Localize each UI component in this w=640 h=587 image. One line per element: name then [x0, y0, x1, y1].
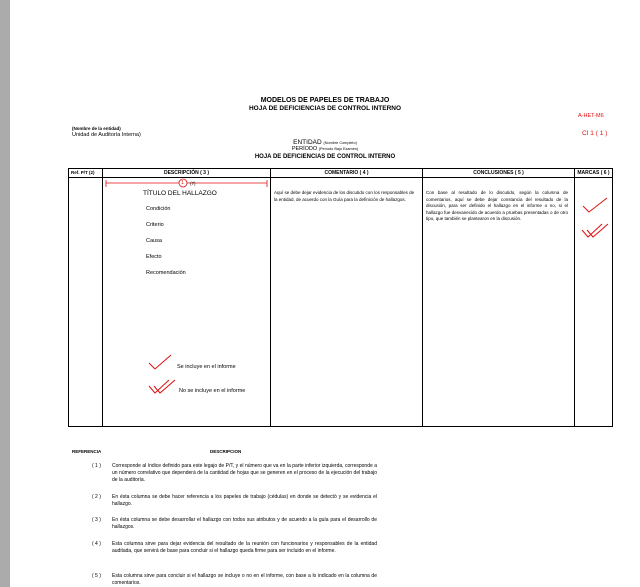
check-icon — [581, 196, 609, 214]
ref-cell — [69, 178, 103, 427]
deficiency-table — [68, 168, 613, 427]
attribute-causa: Causa — [146, 238, 162, 244]
circle-note: (7) — [190, 181, 196, 186]
unit-label: Unidad de Auditoría Interna) — [72, 132, 141, 138]
legend-included: Se incluye en el informe — [177, 364, 236, 370]
col-desc-header: DESCRIPCIÓN ( 3 ) — [103, 169, 271, 178]
ref-num-4: ( 4 ) — [92, 541, 101, 547]
col-marks-header: MARCAS ( 6 ) — [575, 169, 613, 178]
double-check-icon — [147, 378, 177, 396]
table-body-row — [69, 178, 613, 427]
ref-text-5: Esta columna sirve para concluir si el hallazgo se incluye o no en el informe, con base a lo indicado en la columna de comentarios. — [112, 573, 377, 586]
attribute-condicion: Condición — [146, 206, 171, 212]
attribute-criterio: Criterio — [146, 222, 164, 228]
col-conclusion-header: CONCLUSIONES ( 5 ) — [423, 169, 575, 178]
ref-num-1: ( 1 ) — [92, 463, 101, 469]
period-heading-note: (Período Bajo Examen) — [318, 147, 359, 151]
comment-text: Aquí se debe dejar evidencia de los discutido con los responsables de la entidad, de acuerdo con la Guía para la definición de hallazgos. — [274, 190, 415, 202]
entity-heading-note: (Nombre Completo) — [323, 141, 357, 145]
table-header-row — [69, 169, 613, 178]
ref-num-2: ( 2 ) — [92, 494, 101, 500]
ref-text-3: En ésta columna se debe desarrollar el hallazgo con todos sus atributos y de acuerdo a la guía para el desarrollo de hallazgos. — [112, 517, 377, 530]
references-desc-title: DESCRIPCION — [210, 449, 242, 454]
sheet-heading: HOJA DE DEFICIENCIAS DE CONTROL INTERNO — [254, 154, 396, 160]
desc-cell — [103, 178, 271, 427]
document-page — [10, 0, 640, 587]
document-title: MODELOS DE PAPELES DE TRABAJO — [260, 97, 390, 104]
entity-heading-text: ENTIDAD — [293, 139, 322, 146]
ref-num-3: ( 3 ) — [92, 517, 101, 523]
marks-cell — [575, 178, 613, 427]
col-comment-header: COMENTARIO ( 4 ) — [271, 169, 423, 178]
ref-text-1: Corresponde al índice definido para este legajo de P/T, y el número que va en la parte inferior izquierda, corresponde a un número correlativo que dependerá de la cantidad de hojas que se generen en el proceso de la ejecución del trabajo de la auditoría. — [112, 463, 377, 483]
attribute-recomendacion: Recomendación — [146, 270, 186, 276]
ref-text-4: Esta columna sirve para dejar evidencia del resultado de la reunión con funcionarios y responsables de la entidad auditada, que servirá de base para concluir si el hallazgo queda firme para ser incluido en el informe. — [112, 541, 377, 554]
conclusion-cell — [423, 178, 575, 427]
circle-number: 1 — [181, 180, 184, 186]
ref-num-5: ( 5 ) — [92, 573, 101, 579]
conclusion-text: Con base al resultado de lo discutido, según la columna de comentarios, aquí se debe dejar constancia del resultado de la discusión, para ser definido el hallazgo en el informe o no, si el hallazgo fue desvanecido de acuerdo a pruebas presentadas o de otro tipo, que también se plantearon en la discusión. — [426, 190, 568, 222]
check-icon — [147, 353, 173, 371]
double-check-icon — [580, 222, 610, 240]
ref-text-2: En ésta columna se debe hacer referencia a los papeles de trabajo (cédulas) en donde se detectó y se evidencia el hallazgo. — [112, 494, 377, 507]
entity-heading — [10, 139, 640, 146]
legend-not-included: No se incluye en el informe — [179, 388, 246, 394]
references-title: REFERENCIA — [72, 449, 102, 454]
page-reference: CI 1 ( 1 ) — [582, 130, 608, 137]
document-code: A-HET-M6 — [578, 113, 604, 119]
period-heading-text: PERÍODO — [291, 146, 318, 152]
col-ref-header: Ref. P/T (2) — [69, 169, 103, 178]
comment-cell — [271, 178, 423, 427]
finding-title: TÍTULO DEL HALLAZGO — [143, 190, 217, 197]
period-heading — [10, 146, 640, 152]
attribute-efecto: Efecto — [146, 254, 162, 260]
entity-label: (Nombre de la entidad) — [72, 126, 121, 131]
document-subtitle: HOJA DE DEFICIENCIAS DE CONTROL INTERNO — [248, 105, 402, 112]
